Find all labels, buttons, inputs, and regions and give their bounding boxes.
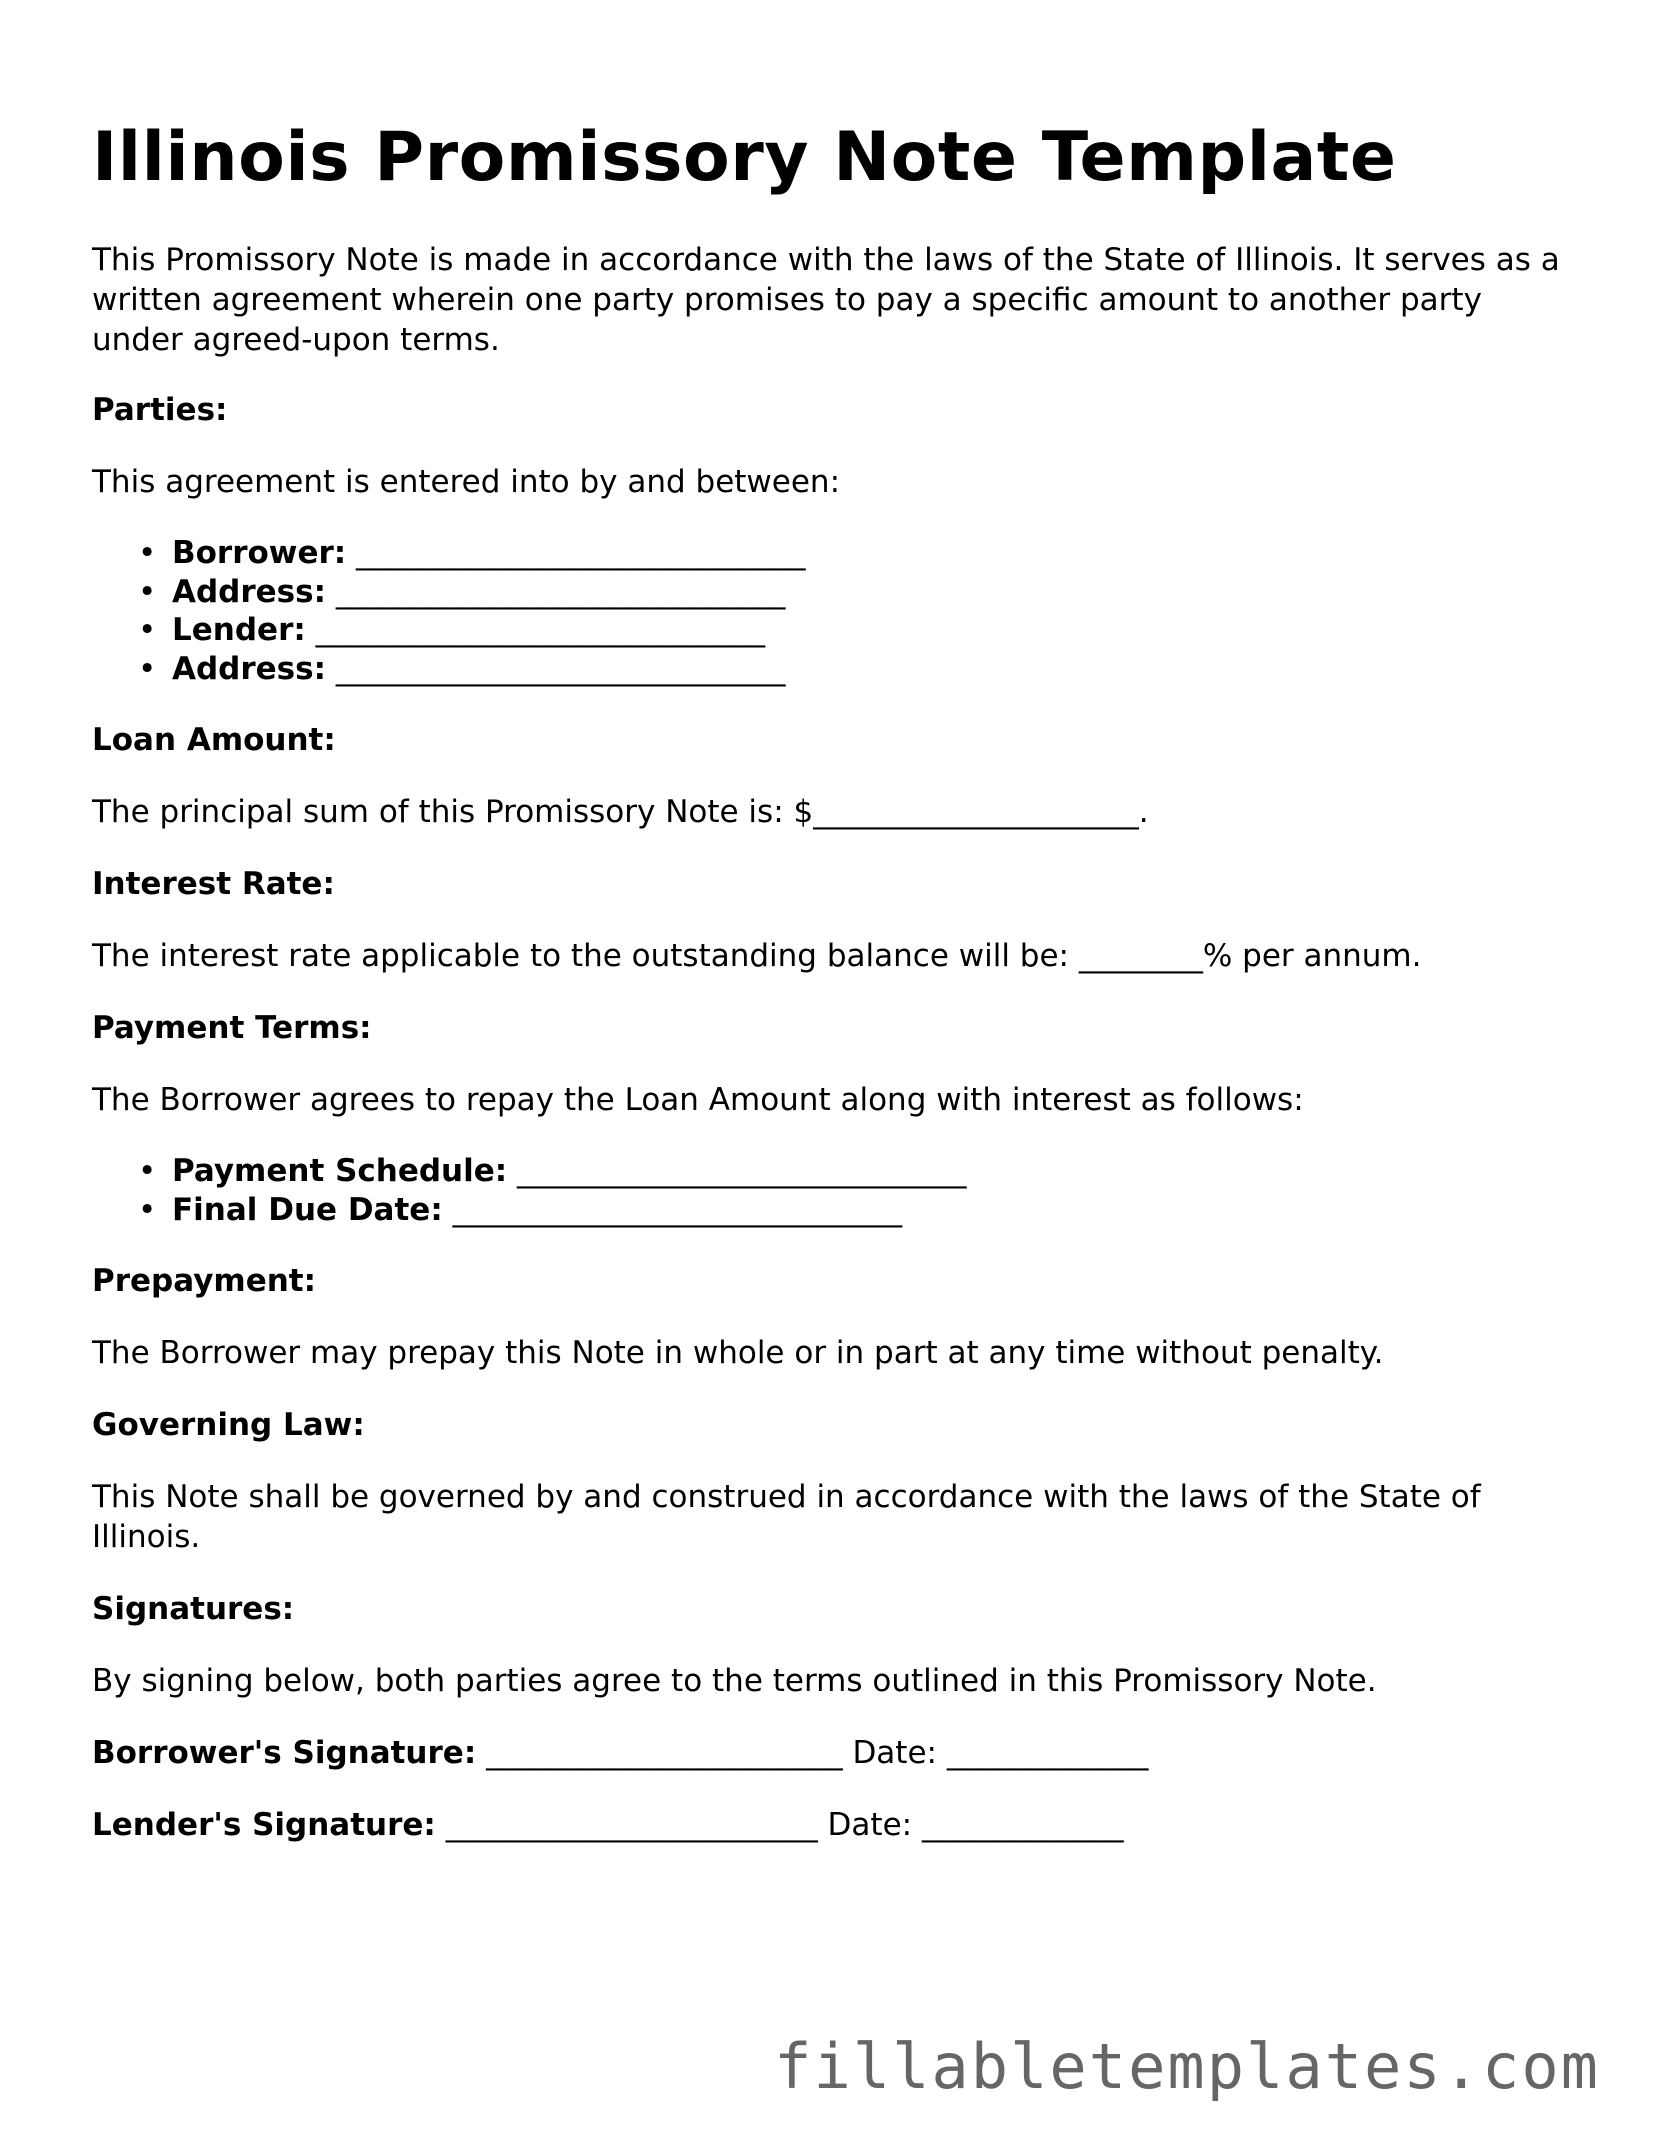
field-label: Lender: — [172, 612, 306, 648]
governing-law-heading: Governing Law: — [92, 1407, 365, 1443]
field-blank[interactable]: _____________________________ — [335, 650, 786, 687]
field-label: Final Due Date: — [172, 1191, 443, 1228]
loan-amount-text[interactable]: The principal sum of this Promissory Note is: $_____________________. — [92, 794, 1149, 830]
lender-date-label: Date: — [827, 1807, 913, 1843]
borrower-date-blank[interactable]: _____________ — [946, 1735, 1149, 1771]
parties-text: This agreement is entered into by and between: — [92, 464, 841, 500]
prepayment-text: The Borrower may prepay this Note in whole or in part at any time without penalty. — [92, 1335, 1384, 1371]
field-blank[interactable]: _____________________________ — [335, 573, 786, 610]
borrower-signature-blank[interactable]: _______________________ — [486, 1735, 843, 1771]
intro-paragraph: This Promissory Note is made in accordance with the laws of the State of Illinois. It serves as a written agreement wherein one party promises to pay a specific amount to another party under agreed-upon terms. — [92, 242, 1560, 358]
document-page — [92, 118, 1572, 1877]
field-label: Borrower: — [172, 535, 347, 571]
prepayment-heading: Prepayment: — [92, 1263, 317, 1299]
field-blank[interactable]: _____________________________ — [356, 535, 806, 571]
signatures-text: By signing below, both parties agree to the terms outlined in this Promissory Note. — [92, 1663, 1377, 1699]
field-label: Address: — [172, 573, 326, 610]
interest-rate-heading: Interest Rate: — [92, 866, 335, 902]
governing-law-text: This Note shall be governed by and construed in accordance with the laws of the State of Illinois. — [92, 1479, 1481, 1555]
interest-rate-text[interactable]: The interest rate applicable to the outstanding balance will be: ________% per annum. — [92, 938, 1422, 974]
lender-signature-line[interactable] — [92, 1805, 1572, 1845]
signatures-heading: Signatures: — [92, 1591, 295, 1627]
field-blank[interactable]: _____________________________ — [315, 612, 766, 648]
payment-schedule-field[interactable] — [172, 1152, 1572, 1191]
parties-heading: Parties: — [92, 392, 228, 428]
lender-date-blank[interactable]: _____________ — [921, 1807, 1124, 1843]
field-blank[interactable]: _____________________________ — [452, 1191, 903, 1228]
payment-terms-list — [92, 1152, 1572, 1229]
final-due-date-field[interactable] — [172, 1191, 1572, 1230]
loan-amount-heading: Loan Amount: — [92, 722, 336, 758]
field-label: Address: — [172, 650, 326, 687]
parties-list — [92, 534, 1572, 688]
borrower-signature-label: Borrower's Signature: — [92, 1735, 477, 1771]
lender-field[interactable] — [172, 611, 1572, 650]
lender-signature-blank[interactable]: ________________________ — [445, 1807, 818, 1843]
borrower-field[interactable] — [172, 534, 1572, 573]
page-title: Illinois Promissory Note Template — [92, 118, 1397, 197]
watermark: fillabletemplates.com — [774, 2030, 1600, 2103]
field-label: Payment Schedule: — [172, 1153, 508, 1189]
borrower-address-field[interactable] — [172, 573, 1572, 612]
borrower-date-label: Date: — [852, 1735, 937, 1771]
payment-terms-heading: Payment Terms: — [92, 1010, 372, 1046]
payment-terms-text: The Borrower agrees to repay the Loan Amount along with interest as follows: — [92, 1082, 1304, 1118]
field-blank[interactable]: _____________________________ — [517, 1153, 967, 1189]
borrower-signature-line[interactable] — [92, 1733, 1572, 1773]
lender-address-field[interactable] — [172, 650, 1572, 689]
lender-signature-label: Lender's Signature: — [92, 1807, 436, 1843]
